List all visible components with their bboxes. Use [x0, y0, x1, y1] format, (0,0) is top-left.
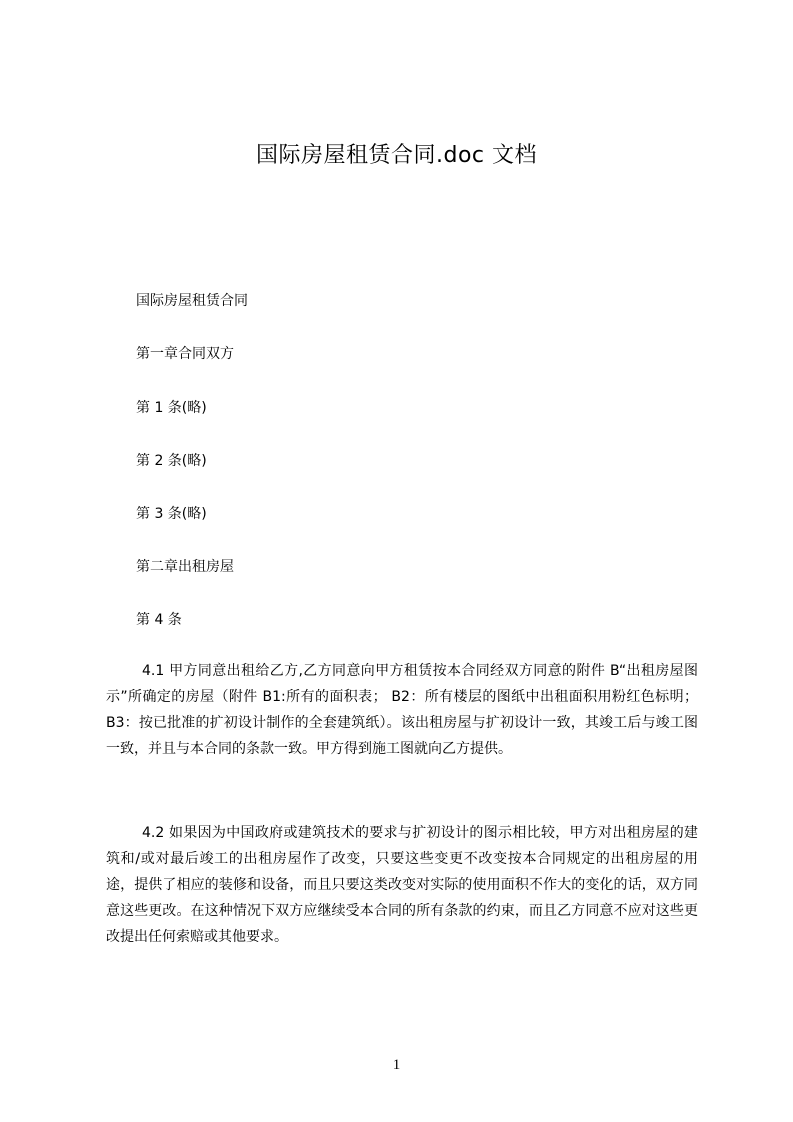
- article-1: 第 1 条(略): [136, 400, 207, 416]
- contract-heading: 国际房屋租赁合同: [136, 293, 248, 309]
- chapter-1-heading: 第一章合同双方: [136, 346, 234, 362]
- chapter-2-heading: 第二章出租房屋: [136, 559, 234, 575]
- article-4: 第 4 条: [136, 612, 182, 628]
- article-3: 第 3 条(略): [136, 506, 207, 522]
- clause-4-1: 4.1 甲方同意出租给乙方,乙方同意向甲方租赁按本合同经双方同意的附件 B“出租房屋图示”所确定的房屋（附件 B1:所有的面积表； B2：所有楼层的图纸中出租面积用粉红色标明；B3：按已批准的扩初设计制作的全套建筑纸）。该出租房屋与扩初设计一致，其竣工后与竣工图一致，并且与本合同的条款一致。甲方得到施工图就向乙方提供。: [106, 663, 698, 757]
- clause-4-2: 4.2 如果因为中国政府或建筑技术的要求与扩初设计的图示相比较，甲方对出租房屋的建筑和/或对最后竣工的出租房屋作了改变，只要这些变更不改变按本合同规定的出租房屋的用途，提供了相应的装修和设备，而且只要这类改变对实际的使用面积不作大的变化的话，双方同意这些更改。在这种情况下双方应继续受本合同的所有条款的约束，而且乙方同意不应对这些更改提出任何索赔或其他要求。: [106, 825, 698, 945]
- document-title: 国际房屋租赁合同.doc 文档: [255, 143, 537, 168]
- page-number: 1: [392, 1057, 401, 1073]
- article-2: 第 2 条(略): [136, 453, 207, 469]
